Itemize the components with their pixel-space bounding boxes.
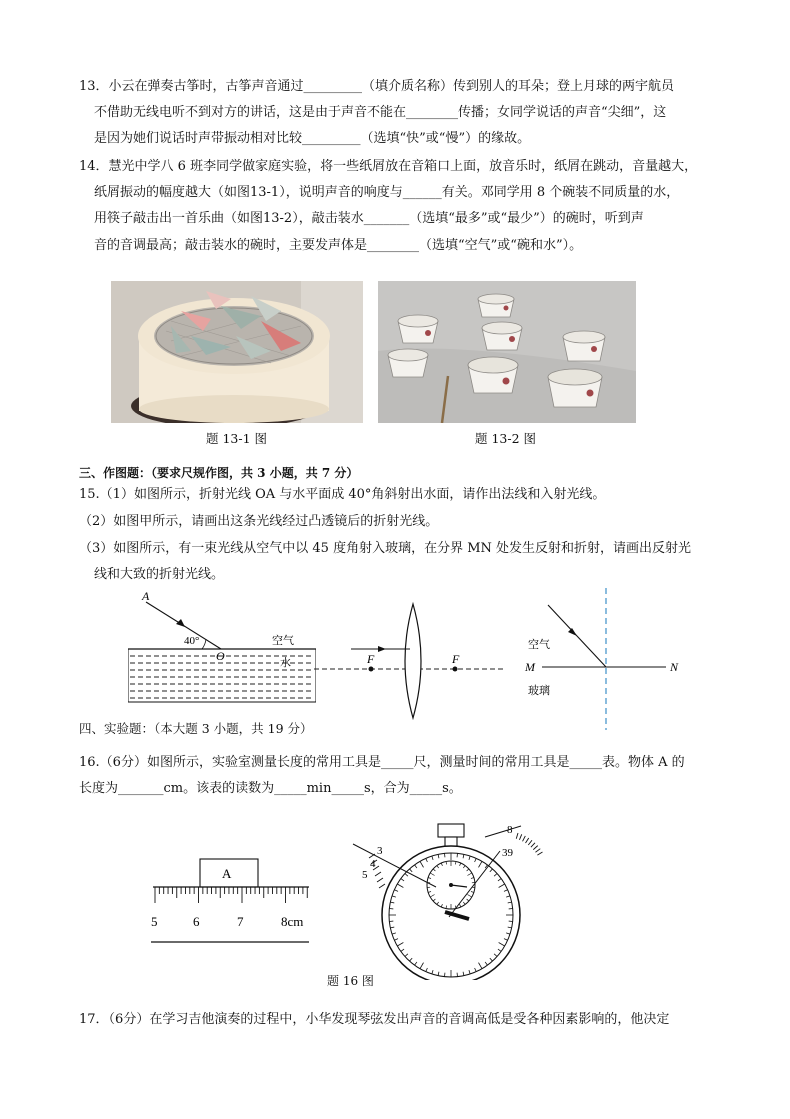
tick-mark — [519, 834, 521, 840]
tick-mark — [528, 840, 532, 845]
label-air: 空气 — [272, 635, 294, 647]
label-f-right: F — [452, 652, 460, 666]
q16-line-2: 长度为_______cm。该表的读数为_____min_____s，合为_____s。 — [79, 781, 462, 796]
q17-line-1: 17．（6分）在学习吉他演奏的过程中，小华发现琴弦发出声音的音调高低是受各种因素影响的，他决定 — [79, 1012, 670, 1027]
tick-mark — [375, 872, 381, 876]
tick-mark — [537, 852, 542, 855]
label-water: 水 — [280, 657, 291, 669]
q13-line-3: 是因为她们说话时声带振动相对比较_________（选填“快”或“慢”）的缘故。 — [94, 131, 531, 146]
q15-line-3: （3）如图所示，有一束光线从空气中以 45 度角射入玻璃，在分界 MN 处发生反射和折射，请画出反射光 — [79, 541, 692, 556]
q15-line-2: （2）如图甲所示，请画出这条光线经过凸透镜后的折射光线。 — [79, 514, 439, 529]
q13-line-2: 不借助无线电听不到对方的讲话，这是由于声音不能在________传播；女同学说话的声音“尖细”，这 — [94, 105, 667, 120]
stopwatch-label-3: 3 — [377, 845, 383, 857]
figure-caption-13-2: 题 13-2 图 — [475, 431, 537, 446]
section-3-title: 三、作图题：（要求尺规作图，共 3 小题，共 7 分） — [79, 466, 359, 480]
tick-mark — [526, 838, 529, 843]
q14-line-3: 用筷子敲击出一首乐曲（如图13-2），敲击装水_______（选填“最多”或“最少”）的碗时，听到声 — [94, 211, 644, 226]
stopwatch-label-8: 8 — [507, 824, 513, 836]
q13-line-1: 13．小云在弹奏古筝时，古筝声音通过_________（填介质名称）传到别人的耳朵；登上月球的两宇航员 — [79, 79, 675, 94]
q14-line-1: 14．慧光中学八 6 班李同学做家庭实验，将一些纸屑放在音箱口上面，放音乐时，纸屑在跳动，音量越大， — [79, 159, 698, 174]
block-a-label: A — [222, 866, 232, 881]
stopwatch-label-39: 39 — [502, 847, 513, 859]
refraction-water-diagram — [128, 588, 316, 713]
air-glass-diagram — [516, 586, 692, 732]
q14-line-2: 纸屑振动的幅度越大（如图13-1），说明声音的响度与______有关。邓同学用 8 个碗装不同质量的水， — [94, 185, 680, 200]
bowls-photo — [378, 281, 636, 423]
tick-mark — [533, 846, 537, 850]
stopwatch-label-5: 5 — [362, 869, 368, 881]
stopwatch-label-4: 4 — [370, 858, 376, 870]
label-o: O — [216, 649, 225, 663]
q15-line-4: 线和大致的折射光线。 — [94, 567, 225, 582]
tick-mark — [516, 833, 518, 839]
tick-mark — [531, 843, 535, 847]
figure-caption-13-1: 题 13-1 图 — [206, 431, 268, 446]
tick-label-7: 7 — [237, 914, 244, 929]
section-4-title: 四、实验题：（本大题 3 小题，共 19 分） — [79, 721, 313, 736]
label-air-3: 空气 — [528, 639, 550, 651]
label-n: N — [670, 660, 679, 674]
q15-line-1: 15.（1）如图所示，折射光线 OA 与水平面成 40°角斜射出水面，请作出法线和入射光线。 — [79, 487, 606, 502]
q14-line-4: 音的音调最高；敲击装水的碗时，主要发声体是________（选填“空气”或“碗和水”）。 — [94, 238, 583, 253]
label-glass: 玻璃 — [528, 685, 550, 697]
label-m: M — [525, 660, 535, 674]
tick-mark — [377, 878, 383, 882]
label-a: A — [142, 589, 150, 603]
label-f-left: F — [367, 652, 375, 666]
ruler-diagram — [145, 850, 320, 945]
tick-label-8cm: 8cm — [281, 914, 304, 929]
q16-line-1: 16.（6分）如图所示，实验室测量长度的常用工具是_____尺，测量时间的常用工具是_____表。物体 A 的 — [79, 755, 685, 770]
label-40-degree: 40° — [184, 635, 200, 647]
tick-label-5: 5 — [151, 914, 158, 929]
tick-label-6: 6 — [193, 914, 200, 929]
tick-mark — [523, 836, 526, 841]
speaker-photo — [111, 281, 363, 423]
stopwatch-diagram — [345, 820, 560, 980]
tick-mark — [379, 884, 385, 888]
convex-lens-diagram — [312, 600, 508, 720]
figure-caption-16: 题 16 图 — [327, 974, 374, 988]
tick-mark — [535, 849, 540, 853]
